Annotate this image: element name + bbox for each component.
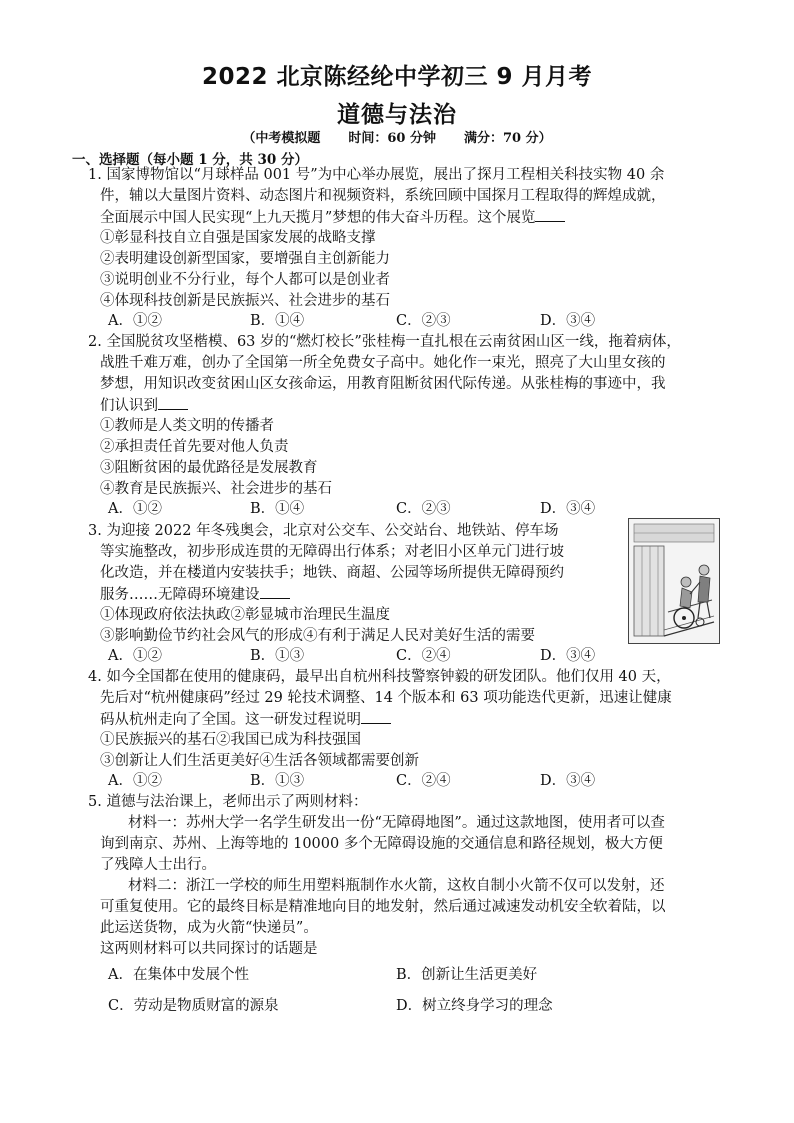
q2-item: ②承担责任首先要对他人负责 <box>100 439 289 455</box>
q3-option-a: A．①② <box>108 648 162 664</box>
q5-option-c: C．劳动是物质财富的源泉 <box>108 998 279 1014</box>
q5-option-a: A．在集体中发展个性 <box>108 967 249 983</box>
q3-option-b: B．①③ <box>250 648 305 664</box>
exam-score: 满分：70 分） <box>464 131 552 146</box>
q1-stem-line: 1. 国家博物馆以“月球样品 001 号”为中心举办展览，展出了探月工程相关科技实物 40 余 <box>88 167 665 183</box>
q2-option-b: B．①④ <box>250 501 305 517</box>
wheelchair-ramp-illustration <box>628 518 720 644</box>
q4-item: ③创新让人们生活更美好④生活各领域都需要创新 <box>100 753 419 769</box>
q1-option-b: B．①④ <box>250 313 305 329</box>
q2-stem-line: 战胜千难万难，创办了全国第一所全免费女子高中。她化作一束光，照亮了大山里女孩的 <box>100 355 666 371</box>
q4-option-a: A．①② <box>108 773 162 789</box>
q4-option-d: D．③④ <box>540 773 596 789</box>
q3-stem-line: 等实施整改，初步形成连贯的无障碍出行体系；对老旧小区单元门进行坡 <box>100 544 564 560</box>
q1-item: ③说明创业不分行业，每个人都可以是创业者 <box>100 272 390 288</box>
q2-option-c: C．②③ <box>396 501 451 517</box>
q2-option-d: D．③④ <box>540 501 596 517</box>
q1-item: ①彰显科技自立自强是国家发展的战略支撑 <box>100 230 376 246</box>
q5-question-line: 这两则材料可以共同探讨的话题是 <box>100 941 318 957</box>
q3-item: ③影响勤俭节约社会风气的形成④有利于满足人民对美好生活的需要 <box>100 628 535 644</box>
q2-stem-line: 们认识到 <box>100 395 188 416</box>
q5-stem-line: 5. 道德与法治课上，老师出示了两则材料： <box>88 794 368 810</box>
exam-time: 时间：60 分钟 <box>348 131 436 146</box>
exam-info <box>0 127 794 146</box>
q4-stem-line: 码从杭州走向了全国。这一研发过程说明 <box>100 709 391 730</box>
q1-option-a: A．①② <box>108 313 162 329</box>
q2-item: ③阻断贫困的最优路径是发展教育 <box>100 460 318 476</box>
exam-title: 2022 北京陈经纶中学初三 9 月月考 <box>201 64 593 90</box>
q2-stem-line: 2. 全国脱贫攻坚楷模、63 岁的“燃灯校长”张桂梅一直扎根在云南贫困山区一线，拖着病体， <box>88 334 681 350</box>
q3-item: ①体现政府依法执政②彰显城市治理民生温度 <box>100 607 390 623</box>
q5-material-line: 此运送货物，成为火箭“快递员”。 <box>100 920 318 936</box>
q5-material-line: 了残障人士出行。 <box>100 857 216 873</box>
q1-item: ②表明建设创新型国家，要增强自主创新能力 <box>100 251 390 267</box>
answer-blank <box>535 207 565 222</box>
answer-blank <box>158 395 188 410</box>
q2-item: ①教师是人类文明的传播者 <box>100 418 274 434</box>
subject-title: 道德与法治 <box>337 102 457 128</box>
q4-option-b: B．①③ <box>250 773 305 789</box>
q5-material-line: 询到南京、苏州、上海等地的 10000 多个无障碍设施的交通信息和路径规划，极大方便 <box>100 836 663 852</box>
q1-stem-line: 件，辅以大量图片资料、动态图片和视频资料，系统回顾中国探月工程取得的辉煌成就， <box>100 188 666 204</box>
q5-option-d: D．树立终身学习的理念 <box>396 998 553 1014</box>
q5-material-line: 材料二：浙江一学校的师生用塑料瓶制作水火箭，这枚自制小火箭不仅可以发射，还 <box>128 878 665 894</box>
q3-stem-line: 化改造，并在楼道内安装扶手；地铁、商超、公园等场所提供无障碍预约 <box>100 565 564 581</box>
q1-option-c: C．②③ <box>396 313 451 329</box>
q3-stem-line: 3. 为迎接 2022 年冬残奥会，北京对公交车、公交站台、地铁站、停车场 <box>88 523 559 539</box>
q4-item: ①民族振兴的基石②我国已成为科技强国 <box>100 732 361 748</box>
q1-stem-line: 全面展示中国人民实现“上九天揽月”梦想的伟大奋斗历程。这个展览 <box>100 207 565 228</box>
exam-type: （中考模拟题 <box>242 131 321 146</box>
q2-item: ④教育是民族振兴、社会进步的基石 <box>100 481 332 497</box>
q4-stem-line: 4. 如今全国都在使用的健康码，最早出自杭州科技警察钟毅的研发团队。他们仅用 40 天， <box>88 669 671 685</box>
q3-stem-line: 服务……无障碍环境建设 <box>100 584 290 605</box>
q5-material-line: 材料一：苏州大学一名学生研发出一份“无障碍地图”。通过这款地图，使用者可以查 <box>128 815 665 831</box>
q5-material-line: 可重复使用。它的最终目标是精准地向目的地发射，然后通过减速发动机安全软着陆，以 <box>100 899 666 915</box>
q2-option-a: A．①② <box>108 501 162 517</box>
section-heading: 一、选择题（每小题 1 分，共 30 分） <box>72 152 308 168</box>
q1-item: ④体现科技创新是民族振兴、社会进步的基石 <box>100 293 390 309</box>
q3-option-c: C．②④ <box>396 648 451 664</box>
q4-option-c: C．②④ <box>396 773 451 789</box>
q1-option-d: D．③④ <box>540 313 596 329</box>
q2-stem-line: 梦想，用知识改变贫困山区女孩命运，用教育阻断贫困代际传递。从张桂梅的事迹中，我 <box>100 376 666 392</box>
q3-option-d: D．③④ <box>540 648 596 664</box>
q5-option-b: B．创新让生活更美好 <box>396 967 538 983</box>
q4-stem-line: 先后对“杭州健康码”经过 29 轮技术调整、14 个版本和 63 项功能迭代更新，迅速让健康 <box>100 690 672 706</box>
answer-blank <box>361 709 391 724</box>
answer-blank <box>260 584 290 599</box>
